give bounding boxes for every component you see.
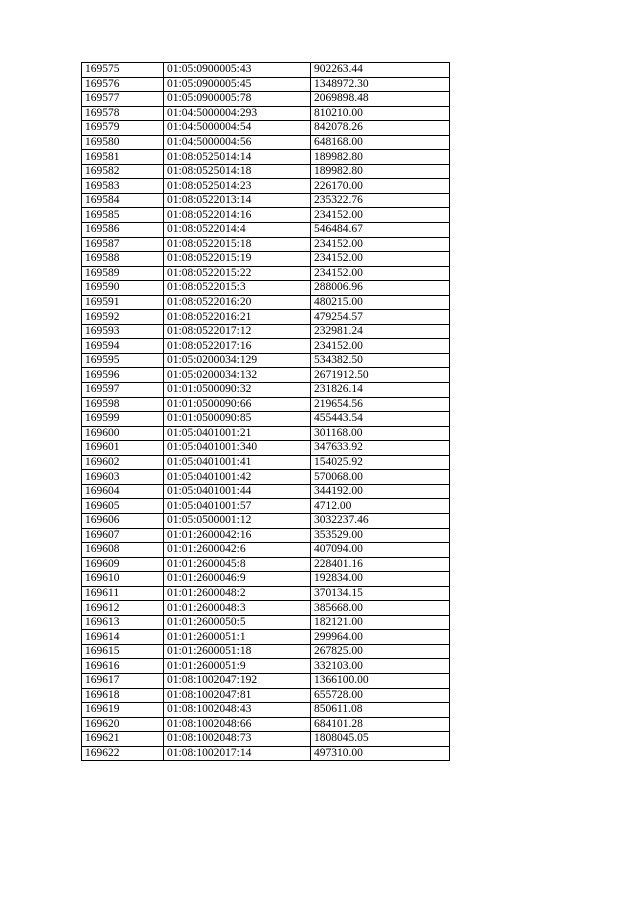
row-number-cell: 169600 [82, 426, 164, 441]
value-cell: 299964.00 [311, 630, 450, 645]
row-number-cell: 169592 [82, 310, 164, 325]
cadastral-number-cell: 01:08:0522015:18 [164, 237, 311, 252]
row-number-cell: 169615 [82, 644, 164, 659]
row-number-cell: 169591 [82, 295, 164, 310]
value-cell: 570068.00 [311, 470, 450, 485]
table-row [82, 630, 450, 645]
value-cell: 810210.00 [311, 106, 450, 121]
value-cell: 234152.00 [311, 266, 450, 281]
value-cell: 235322.76 [311, 193, 450, 208]
cadastral-number-cell: 01:05:0200034:129 [164, 353, 311, 368]
row-number-cell: 169596 [82, 368, 164, 383]
row-number-cell: 169602 [82, 455, 164, 470]
value-cell: 231826.14 [311, 383, 450, 398]
value-cell: 267825.00 [311, 644, 450, 659]
value-cell: 219654.56 [311, 397, 450, 412]
row-number-cell: 169585 [82, 208, 164, 223]
value-cell: 370134.15 [311, 586, 450, 601]
data-table [81, 62, 450, 761]
table-row [82, 572, 450, 587]
value-cell: 226170.00 [311, 179, 450, 194]
cadastral-number-cell: 01:08:1002017:14 [164, 746, 311, 761]
value-cell: 648168.00 [311, 135, 450, 150]
cadastral-number-cell: 01:01:2600051:18 [164, 644, 311, 659]
row-number-cell: 169620 [82, 717, 164, 732]
row-number-cell: 169622 [82, 746, 164, 761]
cadastral-number-cell: 01:08:1002047:81 [164, 688, 311, 703]
value-cell: 182121.00 [311, 615, 450, 630]
cadastral-number-cell: 01:01:0500090:85 [164, 412, 311, 427]
table-body [82, 63, 450, 761]
table-row [82, 77, 450, 92]
row-number-cell: 169594 [82, 339, 164, 354]
cadastral-number-cell: 01:08:1002048:43 [164, 703, 311, 718]
table-row [82, 237, 450, 252]
value-cell: 234152.00 [311, 208, 450, 223]
cadastral-number-cell: 01:05:0401001:21 [164, 426, 311, 441]
table-row [82, 223, 450, 238]
table-row [82, 383, 450, 398]
row-number-cell: 169612 [82, 601, 164, 616]
table-row [82, 295, 450, 310]
cadastral-number-cell: 01:08:0525014:14 [164, 150, 311, 165]
cadastral-number-cell: 01:05:0401001:44 [164, 484, 311, 499]
cadastral-number-cell: 01:05:0401001:41 [164, 455, 311, 470]
row-number-cell: 169576 [82, 77, 164, 92]
value-cell: 479254.57 [311, 310, 450, 325]
row-number-cell: 169617 [82, 673, 164, 688]
table-row [82, 339, 450, 354]
cadastral-number-cell: 01:08:0522016:21 [164, 310, 311, 325]
table-row [82, 557, 450, 572]
row-number-cell: 169586 [82, 223, 164, 238]
table-row [82, 688, 450, 703]
cadastral-number-cell: 01:01:0500090:32 [164, 383, 311, 398]
row-number-cell: 169613 [82, 615, 164, 630]
value-cell: 4712.00 [311, 499, 450, 514]
value-cell: 850611.08 [311, 703, 450, 718]
row-number-cell: 169598 [82, 397, 164, 412]
cadastral-number-cell: 01:04:5000004:54 [164, 121, 311, 136]
row-number-cell: 169618 [82, 688, 164, 703]
cadastral-number-cell: 01:01:2600046:9 [164, 572, 311, 587]
cadastral-number-cell: 01:08:0522015:22 [164, 266, 311, 281]
table-row [82, 513, 450, 528]
table-row [82, 252, 450, 267]
table-row [82, 310, 450, 325]
row-number-cell: 169601 [82, 441, 164, 456]
value-cell: 902263.44 [311, 63, 450, 78]
value-cell: 154025.92 [311, 455, 450, 470]
cadastral-number-cell: 01:08:0522014:16 [164, 208, 311, 223]
value-cell: 534382.50 [311, 353, 450, 368]
row-number-cell: 169590 [82, 281, 164, 296]
row-number-cell: 169579 [82, 121, 164, 136]
value-cell: 228401.16 [311, 557, 450, 572]
row-number-cell: 169581 [82, 150, 164, 165]
table-row [82, 717, 450, 732]
table-row [82, 368, 450, 383]
value-cell: 1366100.00 [311, 673, 450, 688]
value-cell: 232981.24 [311, 324, 450, 339]
table-row [82, 281, 450, 296]
value-cell: 332103.00 [311, 659, 450, 674]
row-number-cell: 169587 [82, 237, 164, 252]
table-row [82, 179, 450, 194]
value-cell: 2069898.48 [311, 92, 450, 107]
value-cell: 684101.28 [311, 717, 450, 732]
table-row [82, 324, 450, 339]
table-row [82, 164, 450, 179]
row-number-cell: 169610 [82, 572, 164, 587]
row-number-cell: 169611 [82, 586, 164, 601]
row-number-cell: 169583 [82, 179, 164, 194]
table-row [82, 528, 450, 543]
cadastral-number-cell: 01:08:0522017:12 [164, 324, 311, 339]
table-row [82, 455, 450, 470]
cadastral-number-cell: 01:01:2600048:2 [164, 586, 311, 601]
table-row [82, 484, 450, 499]
cadastral-number-cell: 01:05:0500001:12 [164, 513, 311, 528]
cadastral-number-cell: 01:05:0900005:78 [164, 92, 311, 107]
table-row [82, 659, 450, 674]
table-row [82, 586, 450, 601]
table-row [82, 703, 450, 718]
cadastral-number-cell: 01:08:1002048:73 [164, 732, 311, 747]
row-number-cell: 169595 [82, 353, 164, 368]
table-row [82, 193, 450, 208]
value-cell: 234152.00 [311, 237, 450, 252]
table-row [82, 353, 450, 368]
value-cell: 546484.67 [311, 223, 450, 238]
cadastral-number-cell: 01:08:0522017:16 [164, 339, 311, 354]
table-row [82, 426, 450, 441]
value-cell: 407094.00 [311, 543, 450, 558]
value-cell: 1808045.05 [311, 732, 450, 747]
table-row [82, 135, 450, 150]
value-cell: 3032237.46 [311, 513, 450, 528]
cadastral-number-cell: 01:01:0500090:66 [164, 397, 311, 412]
table-row [82, 441, 450, 456]
cadastral-number-cell: 01:01:2600042:6 [164, 543, 311, 558]
row-number-cell: 169621 [82, 732, 164, 747]
row-number-cell: 169578 [82, 106, 164, 121]
cadastral-number-cell: 01:08:0522016:20 [164, 295, 311, 310]
cadastral-number-cell: 01:04:5000004:293 [164, 106, 311, 121]
row-number-cell: 169608 [82, 543, 164, 558]
table-row [82, 470, 450, 485]
table-row [82, 266, 450, 281]
cadastral-number-cell: 01:05:0900005:45 [164, 77, 311, 92]
value-cell: 353529.00 [311, 528, 450, 543]
row-number-cell: 169589 [82, 266, 164, 281]
table-row [82, 732, 450, 747]
row-number-cell: 169584 [82, 193, 164, 208]
table-row [82, 106, 450, 121]
cadastral-number-cell: 01:08:0522015:19 [164, 252, 311, 267]
row-number-cell: 169577 [82, 92, 164, 107]
table-row [82, 208, 450, 223]
row-number-cell: 169605 [82, 499, 164, 514]
value-cell: 480215.00 [311, 295, 450, 310]
cadastral-number-cell: 01:05:0200034:132 [164, 368, 311, 383]
value-cell: 344192.00 [311, 484, 450, 499]
row-number-cell: 169604 [82, 484, 164, 499]
value-cell: 189982.80 [311, 164, 450, 179]
row-number-cell: 169582 [82, 164, 164, 179]
cadastral-number-cell: 01:08:0522014:4 [164, 223, 311, 238]
cadastral-number-cell: 01:08:0522015:3 [164, 281, 311, 296]
value-cell: 2671912.50 [311, 368, 450, 383]
cadastral-number-cell: 01:08:1002048:66 [164, 717, 311, 732]
table-row [82, 121, 450, 136]
row-number-cell: 169588 [82, 252, 164, 267]
row-number-cell: 169607 [82, 528, 164, 543]
cadastral-number-cell: 01:08:0525014:23 [164, 179, 311, 194]
row-number-cell: 169599 [82, 412, 164, 427]
table-row [82, 746, 450, 761]
cadastral-number-cell: 01:01:2600042:16 [164, 528, 311, 543]
cadastral-number-cell: 01:01:2600050:5 [164, 615, 311, 630]
value-cell: 288006.96 [311, 281, 450, 296]
row-number-cell: 169575 [82, 63, 164, 78]
row-number-cell: 169619 [82, 703, 164, 718]
table-row [82, 397, 450, 412]
value-cell: 301168.00 [311, 426, 450, 441]
value-cell: 234152.00 [311, 252, 450, 267]
table-row [82, 150, 450, 165]
row-number-cell: 169593 [82, 324, 164, 339]
cadastral-number-cell: 01:05:0401001:57 [164, 499, 311, 514]
value-cell: 455443.54 [311, 412, 450, 427]
table-row [82, 499, 450, 514]
table-row [82, 615, 450, 630]
table-row [82, 644, 450, 659]
row-number-cell: 169616 [82, 659, 164, 674]
cadastral-number-cell: 01:05:0401001:42 [164, 470, 311, 485]
row-number-cell: 169580 [82, 135, 164, 150]
table-row [82, 673, 450, 688]
value-cell: 1348972.30 [311, 77, 450, 92]
cadastral-number-cell: 01:04:5000004:56 [164, 135, 311, 150]
cadastral-number-cell: 01:05:0900005:43 [164, 63, 311, 78]
table-row [82, 412, 450, 427]
table-row [82, 543, 450, 558]
cadastral-number-cell: 01:01:2600048:3 [164, 601, 311, 616]
value-cell: 192834.00 [311, 572, 450, 587]
table-row [82, 63, 450, 78]
cadastral-number-cell: 01:01:2600051:1 [164, 630, 311, 645]
value-cell: 655728.00 [311, 688, 450, 703]
value-cell: 347633.92 [311, 441, 450, 456]
row-number-cell: 169603 [82, 470, 164, 485]
cadastral-number-cell: 01:08:0525014:18 [164, 164, 311, 179]
row-number-cell: 169609 [82, 557, 164, 572]
cadastral-number-cell: 01:08:1002047:192 [164, 673, 311, 688]
value-cell: 189982.80 [311, 150, 450, 165]
value-cell: 234152.00 [311, 339, 450, 354]
row-number-cell: 169614 [82, 630, 164, 645]
cadastral-number-cell: 01:05:0401001:340 [164, 441, 311, 456]
row-number-cell: 169606 [82, 513, 164, 528]
table-row [82, 601, 450, 616]
cadastral-number-cell: 01:01:2600051:9 [164, 659, 311, 674]
table-row [82, 92, 450, 107]
value-cell: 497310.00 [311, 746, 450, 761]
value-cell: 385668.00 [311, 601, 450, 616]
cadastral-number-cell: 01:08:0522013:14 [164, 193, 311, 208]
cadastral-number-cell: 01:01:2600045:8 [164, 557, 311, 572]
value-cell: 842078.26 [311, 121, 450, 136]
row-number-cell: 169597 [82, 383, 164, 398]
